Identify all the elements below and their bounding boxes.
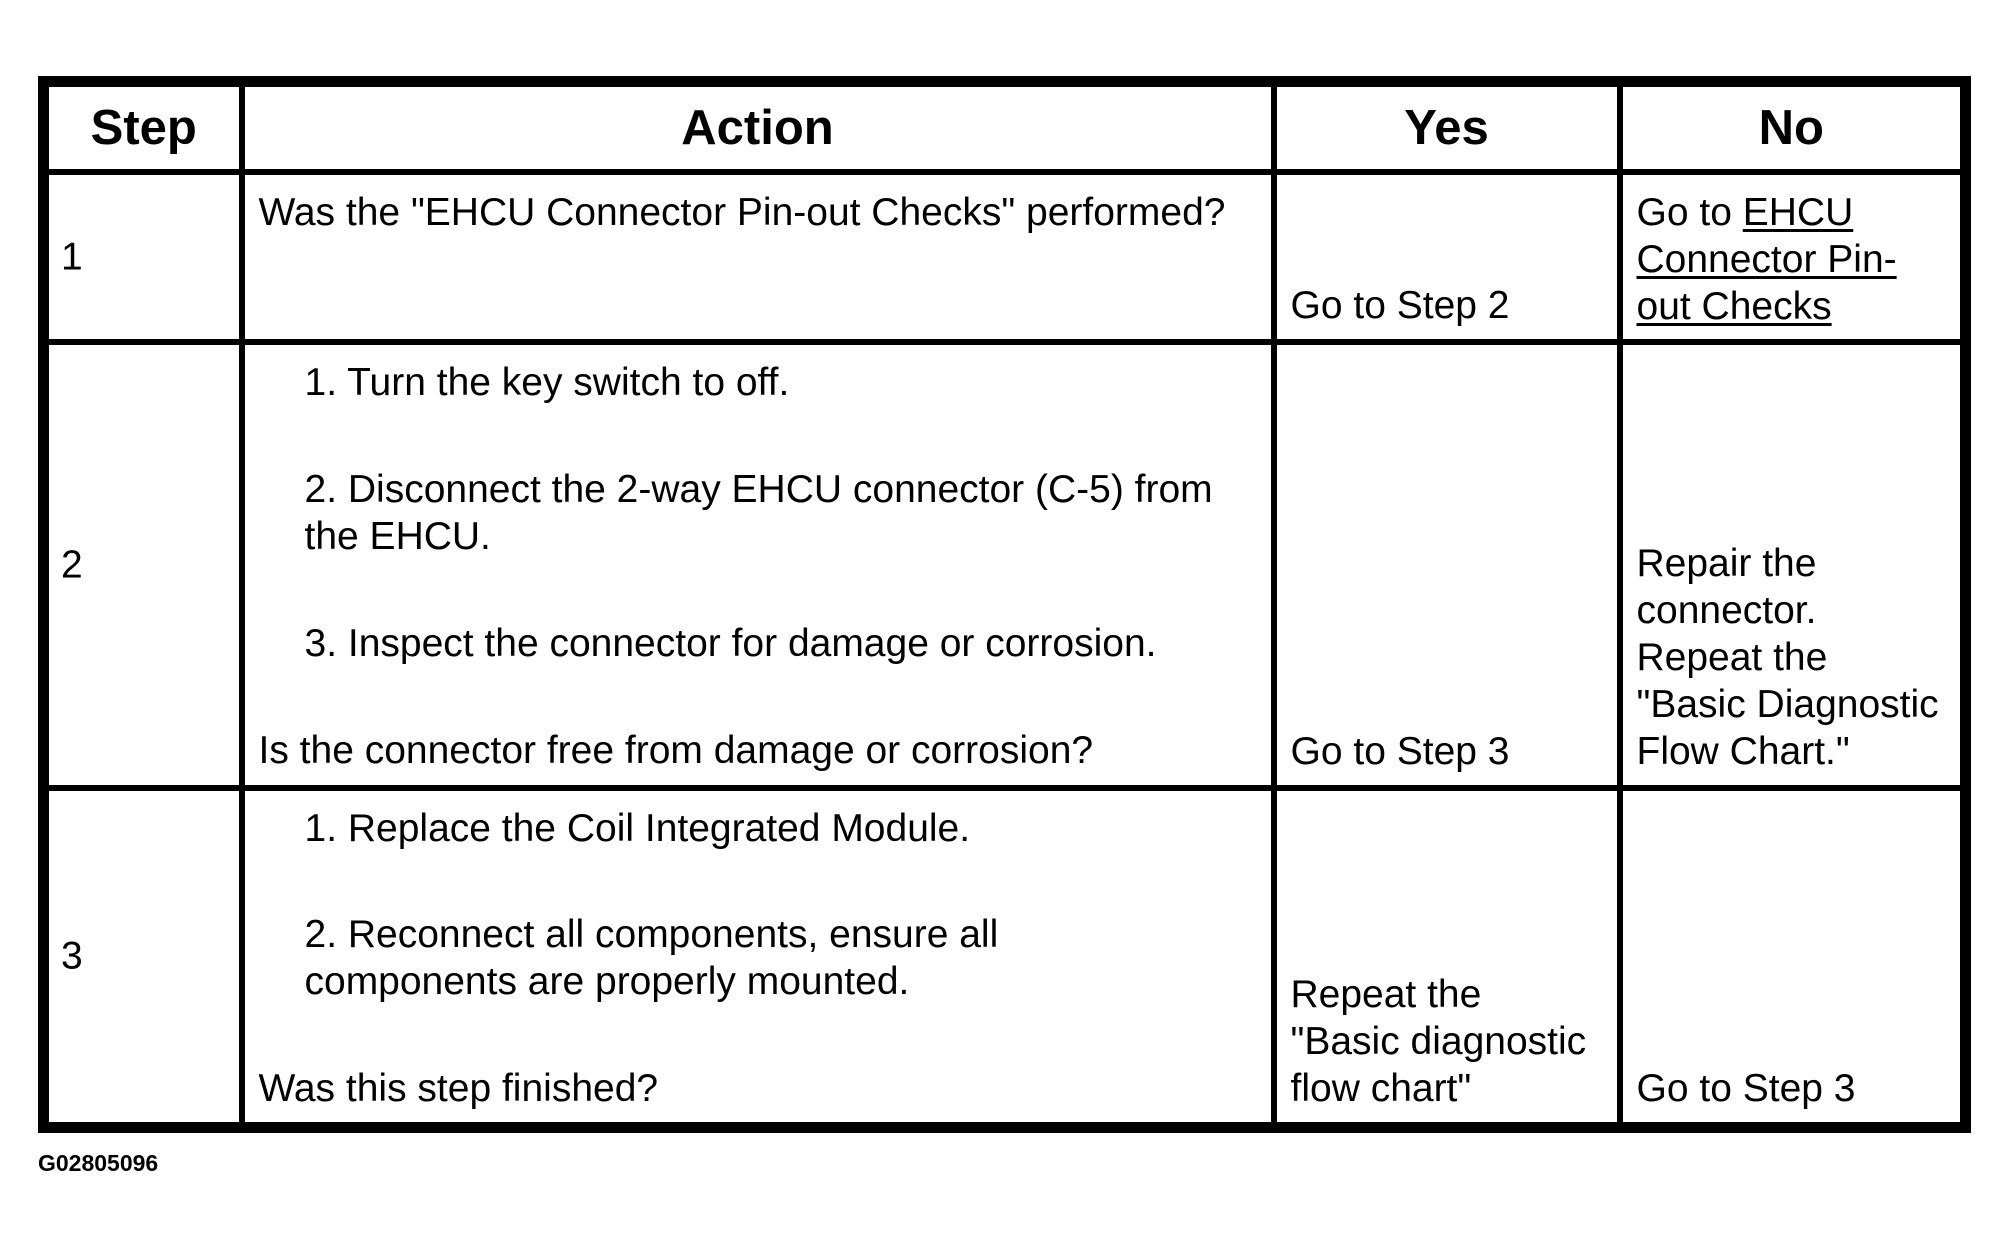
step-number: 3 <box>61 934 83 978</box>
step-number: 2 <box>61 543 83 586</box>
action-item: 2. Reconnect all components, ensure all components are properly mounted. <box>304 913 999 1004</box>
action-item: 1. Turn the key switch to off. <box>304 360 790 404</box>
action-item: 2. Disconnect the 2-way EHCU connector (C-5) from the EHCU. <box>304 467 1213 558</box>
action-cell <box>242 172 1274 342</box>
no-cell <box>1620 788 1966 1128</box>
action-question: Is the connector free from damage or corrosion? <box>258 729 1094 773</box>
header-action: Action <box>242 82 1274 172</box>
action-item: 3. Inspect the connector for damage or corrosion. <box>304 622 1157 666</box>
table-row <box>44 788 1966 1128</box>
header-row <box>44 82 1966 172</box>
step-cell <box>44 788 242 1128</box>
no-cell <box>1620 172 1966 342</box>
no-text: Go to Step 3 <box>1636 1067 1856 1110</box>
step-cell <box>44 342 242 788</box>
header-no: No <box>1620 82 1966 172</box>
yes-text: Repeat the "Basic diagnostic flow chart" <box>1290 973 1587 1110</box>
no-prefix: Go to <box>1636 190 1743 234</box>
yes-cell <box>1274 788 1620 1128</box>
yes-cell <box>1274 172 1620 342</box>
action-question: Was the "EHCU Connector Pin-out Checks" performed? <box>258 190 1226 234</box>
no-text: Repair the connector. Repeat the "Basic Diagnostic Flow Chart." <box>1636 541 1939 773</box>
header-step: Step <box>44 82 242 172</box>
yes-text: Go to Step 3 <box>1290 729 1510 773</box>
no-text <box>1637 189 1951 330</box>
step-number: 1 <box>61 235 83 278</box>
yes-cell <box>1274 342 1620 788</box>
action-cell <box>242 788 1274 1128</box>
header-yes: Yes <box>1274 82 1620 172</box>
table-row <box>44 342 1966 788</box>
diagnostic-table <box>38 76 1971 1133</box>
no-cell <box>1620 342 1966 788</box>
step-cell <box>44 172 242 342</box>
action-cell <box>242 342 1274 788</box>
yes-text: Go to Step 2 <box>1290 283 1510 327</box>
action-question: Was this step finished? <box>258 1067 659 1110</box>
ehcu-pinout-checks-link[interactable]: EHCU Connector Pin-out Checks <box>1636 190 1897 328</box>
figure-code: G02805096 <box>38 1150 159 1176</box>
table-row <box>44 172 1966 342</box>
action-item: 1. Replace the Coil Integrated Module. <box>304 806 971 850</box>
